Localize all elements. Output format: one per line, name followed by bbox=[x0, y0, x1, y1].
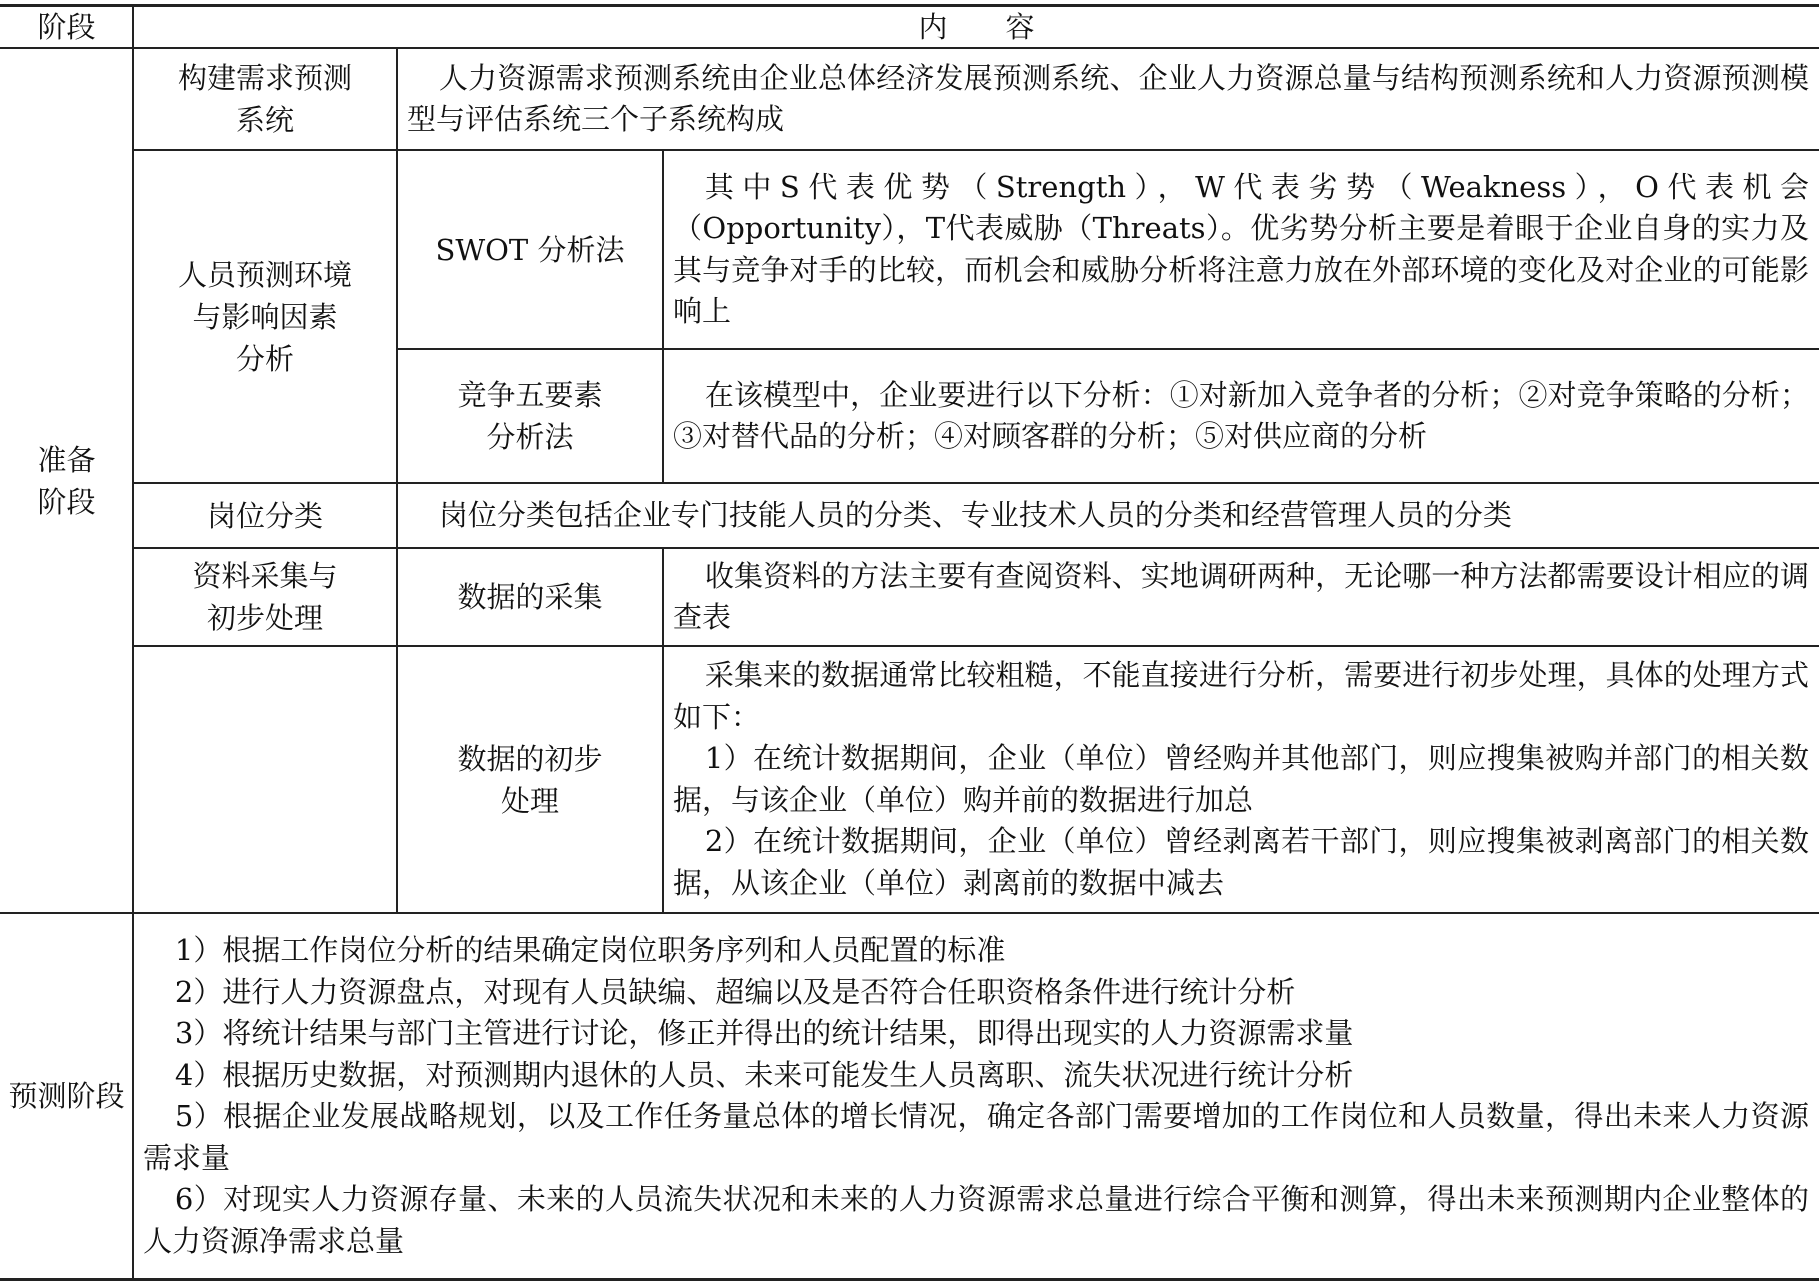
method-data-collection: 数据的采集 bbox=[457, 580, 603, 614]
content-text: 收集资料的方法主要有查阅资料、实地调研两种，无论哪一种方法都需要设计相应的调查表 bbox=[673, 558, 1809, 634]
content-demand-system bbox=[398, 49, 1819, 149]
content-data-processing bbox=[664, 647, 1819, 912]
content-paragraph: 2）在统计数据期间，企业（单位）曾经剥离若干部门，则应搜集被剥离部门的相关数据，从该企业（单位）剥离前的数据中减去 bbox=[673, 824, 1809, 900]
table-bottom-rule bbox=[0, 1278, 1819, 1281]
prep-stage-label: 准备 阶段 bbox=[37, 442, 96, 519]
header-stage: 阶段 bbox=[37, 9, 96, 44]
method-five-forces: 竞争五要素 分析法 bbox=[457, 378, 603, 454]
content-text: 其中S代表优势（Strength），W代表劣势（Weakness），O代表机会（Opportunity），T代表威胁（Threats）。优劣势分析主要是着眼于企业自身的实力及其与竞争对手的比较，而机会和威胁分析将注意力放在外部环境的变化及对企业的可能影响上 bbox=[673, 169, 1809, 328]
content-data-collection bbox=[664, 549, 1819, 645]
forecast-step: 5）根据企业发展战略规划，以及工作任务量总体的增长情况，确定各部门需要增加的工作岗位和人员数量，得出未来人力资源需求量 bbox=[143, 1099, 1809, 1175]
content-forecast-steps bbox=[134, 914, 1819, 1278]
content-text: 在该模型中，企业要进行以下分析：①对新加入竞争者的分析；②对竞争策略的分析；③对替代品的分析；④对顾客群的分析；⑤对供应商的分析 bbox=[673, 377, 1809, 453]
forecast-step: 4）根据历史数据，对预测期内退休的人员、未来可能发生人员离职、流失状况进行统计分析 bbox=[174, 1057, 1354, 1092]
content-paragraph: 1）在统计数据期间，企业（单位）曾经购并其他部门，则应搜集被购并部门的相关数据，与该企业（单位）购并前的数据进行加总 bbox=[673, 741, 1809, 817]
content-text: 人力资源需求预测系统由企业总体经济发展预测系统、企业人力资源总量与结构预测系统和人力资源预测模型与评估系统三个子系统构成 bbox=[407, 60, 1809, 136]
header-content: 内 容 bbox=[918, 9, 1035, 44]
forecast-step: 6）对现实人力资源存量、未来的人员流失状况和未来的人力资源需求总量进行综合平衡和测算，得出未来预测期内企业整体的人力资源净需求总量 bbox=[143, 1182, 1809, 1258]
content-swot bbox=[664, 151, 1819, 348]
forecast-step: 1）根据工作岗位分析的结果确定岗位职务序列和人员配置的标准 bbox=[174, 933, 1006, 967]
content-text: 岗位分类包括企业专门技能人员的分类、专业技术人员的分类和经营管理人员的分类 bbox=[438, 497, 1512, 532]
forecast-step: 2）进行人力资源盘点，对现有人员缺编、超编以及是否符合任职资格条件进行统计分析 bbox=[174, 974, 1296, 1009]
category-data-collection: 资料采集与 初步处理 bbox=[192, 559, 338, 635]
category-demand-system: 构建需求预测 系统 bbox=[177, 61, 352, 137]
category-job-classification: 岗位分类 bbox=[206, 498, 323, 533]
content-five-forces bbox=[664, 350, 1819, 482]
method-swot: SWOT 分析法 bbox=[435, 232, 625, 267]
forecast-stage-label: 预测阶段 bbox=[8, 1079, 125, 1113]
forecast-step: 3）将统计结果与部门主管进行讨论，修正并得出的统计结果，即得出现实的人力资源需求量 bbox=[174, 1016, 1354, 1050]
category-environment-analysis: 人员预测环境 与影响因素 分析 bbox=[177, 257, 352, 376]
content-job-classification bbox=[398, 484, 1819, 547]
content-paragraph: 采集来的数据通常比较粗糙，不能直接进行分析，需要进行初步处理，具体的处理方式如下： bbox=[673, 658, 1809, 734]
method-data-processing: 数据的初步 处理 bbox=[457, 741, 603, 818]
